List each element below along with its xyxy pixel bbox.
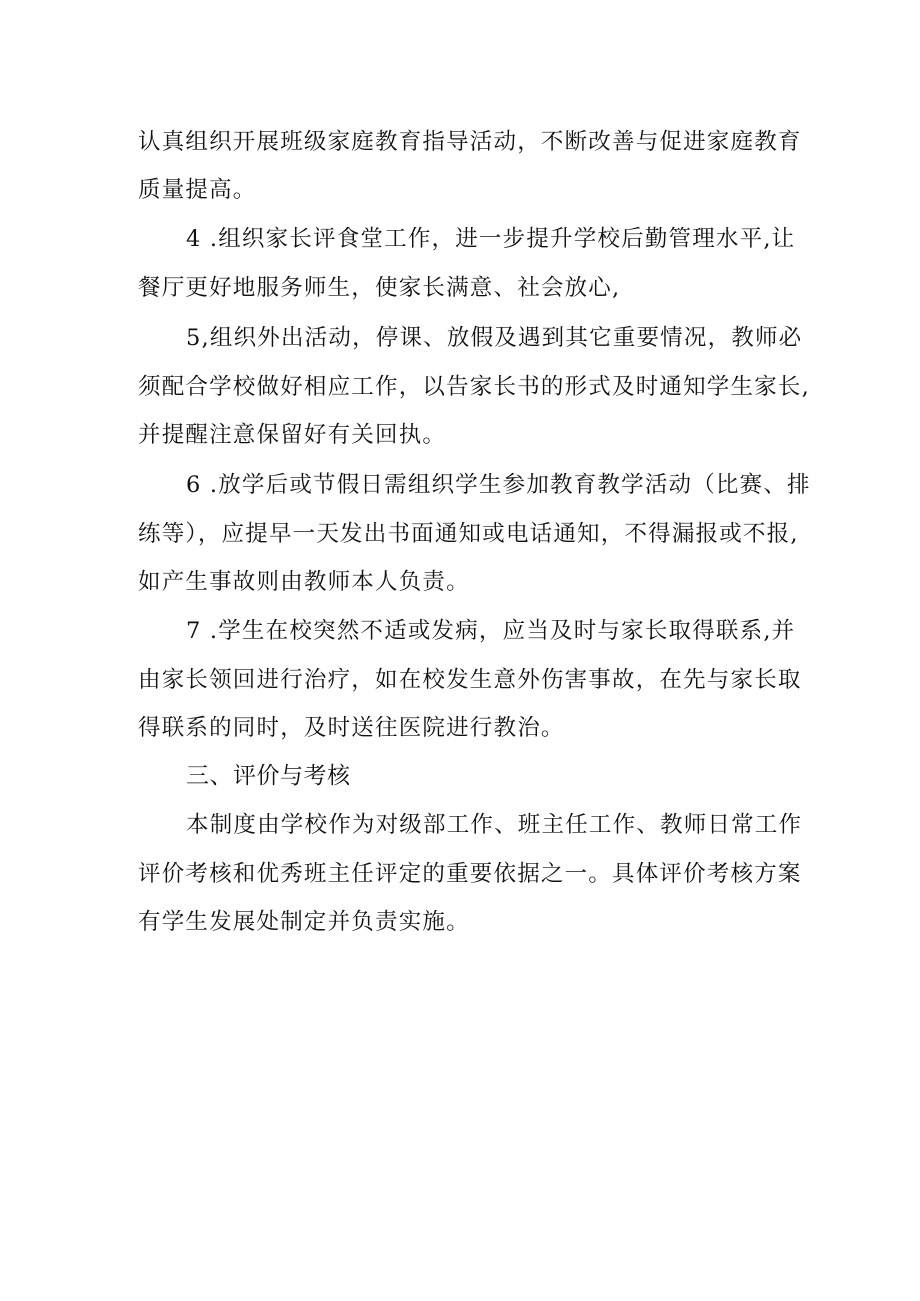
paragraph-line: 须配合学校做好相应工作，以告家长书的形式及时通知学生家长, (138, 374, 810, 400)
paragraph-line: 练等），应提早一天发出书面通知或电话通知，不得漏报或不报, (138, 521, 799, 547)
paragraph-line: 餐厅更好地服务师生，使家长满意、社会放心, (138, 275, 621, 301)
section-heading: 三、评价与考核 (186, 763, 351, 789)
paragraph-line: 5,组织外出活动，停课、放假及遇到其它重要情况，教师必 (186, 325, 803, 351)
paragraph-line: 认真组织开展班级家庭教育指导活动，不断改善与促进家庭教育 (138, 129, 802, 155)
paragraph-line: 如产生事故则由教师本人负责。 (138, 569, 470, 595)
paragraph-line: 由家长领回进行治疗，如在校发生意外伤害事故，在先与家长取 (138, 667, 802, 693)
paragraph-line: 得联系的同时，及时送往医院进行教治。 (138, 715, 565, 741)
paragraph-line: 并提醒注意保留好有关回执。 (138, 422, 447, 448)
paragraph-line: 7 .学生在校突然不适或发病，应当及时与家长取得联系,并 (186, 618, 796, 644)
paragraph-line: 4 .组织家长评食堂工作，进一步提升学校后勤管理水平,让 (186, 226, 796, 252)
paragraph-line: 6 .放学后或节假日需组织学生参加教育教学活动（比赛、排 (186, 472, 811, 498)
paragraph-line: 本制度由学校作为对级部工作、班主任工作、教师日常工作 (186, 812, 803, 838)
paragraph-line: 评价考核和优秀班主任评定的重要依据之一。具体评价考核方案 (138, 861, 802, 887)
paragraph-line: 质量提高。 (138, 177, 257, 203)
paragraph-line: 有学生发展处制定并负责实施。 (138, 909, 470, 935)
